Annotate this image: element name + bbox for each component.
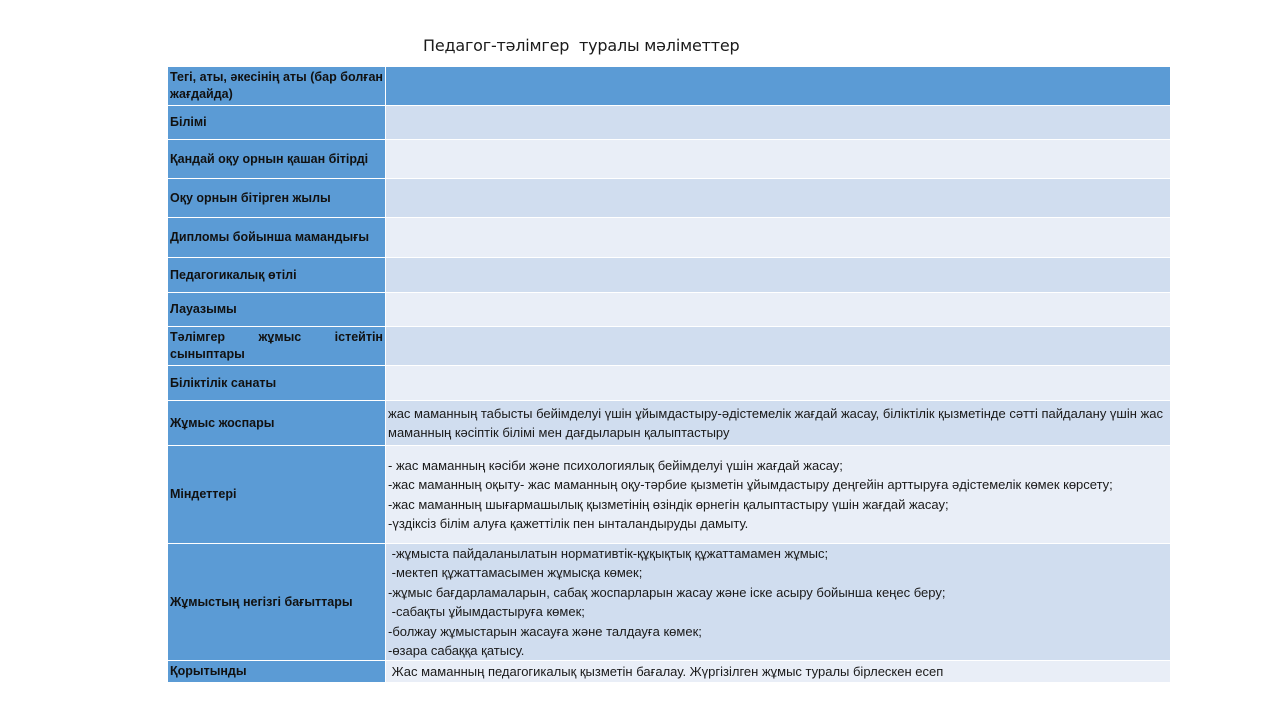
value-line: Жас маманның педагогикалық қызметін бағалау. Жүргізілген жұмыс туралы бірлескен есеп: [388, 664, 944, 680]
row-value-conclusion: [386, 661, 1171, 683]
row-label-education: Білімі: [168, 106, 386, 140]
row-value-experience: [386, 258, 1171, 293]
row-value-qualification: [386, 366, 1171, 401]
row-value-tasks: [386, 446, 1171, 544]
value-line: - жас маманның кәсіби және психологиялық бейімделуі үшін жағдай жасау;: [388, 457, 843, 473]
value-line: -жұмыс бағдарламаларын, сабақ жоспарларын жасау және іске асыру бойынша кеңес беру;: [388, 584, 946, 600]
row-value-specialty: [386, 218, 1171, 258]
value-line: -өзара сабаққа қатысу.: [388, 643, 525, 659]
row-label-conclusion: Қорытынды: [168, 661, 386, 683]
row-value-full-name: [386, 67, 1171, 106]
row-value-graduation-year: [386, 179, 1171, 218]
table-row: [168, 106, 1171, 140]
table-row: [168, 446, 1171, 544]
row-label-main-directions: Жұмыстың негізгі бағыттары: [168, 544, 386, 661]
value-line: -жас маманның оқыту- жас маманның оқу-тәрбие қызметін ұйымдастыру деңгейін арттыруға әдістемелік көмек көрсету;: [388, 477, 1113, 493]
table-row: [168, 544, 1171, 661]
row-label-qualification: Біліктілік санаты: [168, 366, 386, 401]
row-value-work-plan: [386, 401, 1171, 446]
row-label-institution: Қандай оқу орнын қашан бітірді: [168, 140, 386, 179]
value-line: -үздіксіз білім алуға қажеттілік пен ынталандыруды дамыту.: [388, 515, 749, 531]
value-line: жас маманның табысты бейімделуі үшін ұйымдастыру-әдістемелік жағдай жасау, біліктілік қызметінде сәтті пайдалану үшін жас маманның кәсіптік білімі мен дағдыларын қалыптастыру: [388, 405, 1167, 440]
table-row: [168, 140, 1171, 179]
row-value-position: [386, 293, 1171, 327]
table-row: [168, 401, 1171, 446]
table-row: [168, 67, 1171, 106]
row-label-classes: Тәлімгер жұмыс істейтін сыныптары: [168, 327, 386, 366]
row-value-institution: [386, 140, 1171, 179]
table-row: [168, 366, 1171, 401]
table-row: [168, 179, 1171, 218]
mentor-info-table: [167, 66, 1171, 683]
row-value-classes: [386, 327, 1171, 366]
value-line: -сабақты ұйымдастыруға көмек;: [388, 604, 585, 620]
value-line: -болжау жұмыстарын жасауға және талдауға көмек;: [388, 623, 702, 639]
row-label-position: Лауазымы: [168, 293, 386, 327]
table-row: [168, 293, 1171, 327]
row-label-work-plan: Жұмыс жоспары: [168, 401, 386, 446]
row-value-main-directions: [386, 544, 1171, 661]
table-row: [168, 661, 1171, 683]
row-label-tasks: Міндеттері: [168, 446, 386, 544]
table-row: [168, 258, 1171, 293]
value-line: -мектеп құжаттамасымен жұмысқа көмек;: [388, 565, 643, 581]
row-label-graduation-year: Оқу орнын бітірген жылы: [168, 179, 386, 218]
value-line: -жұмыста пайдаланылатын нормативтік-құқықтық құжаттамамен жұмыс;: [388, 546, 829, 561]
row-label-full-name: Тегі, аты, әкесінің аты (бар болған жағдайда): [168, 67, 386, 106]
table-row: [168, 218, 1171, 258]
row-label-experience: Педагогикалық өтілі: [168, 258, 386, 293]
page-title: Педагог-тәлімгер туралы мәліметтер: [423, 36, 740, 55]
row-value-education: [386, 106, 1171, 140]
value-line: -жас маманның шығармашылық қызметінің өзіндік өрнегін қалыптастыру үшін жағдай жасау;: [388, 496, 949, 512]
row-label-specialty: Дипломы бойынша мамандығы: [168, 218, 386, 258]
table-row: [168, 327, 1171, 366]
